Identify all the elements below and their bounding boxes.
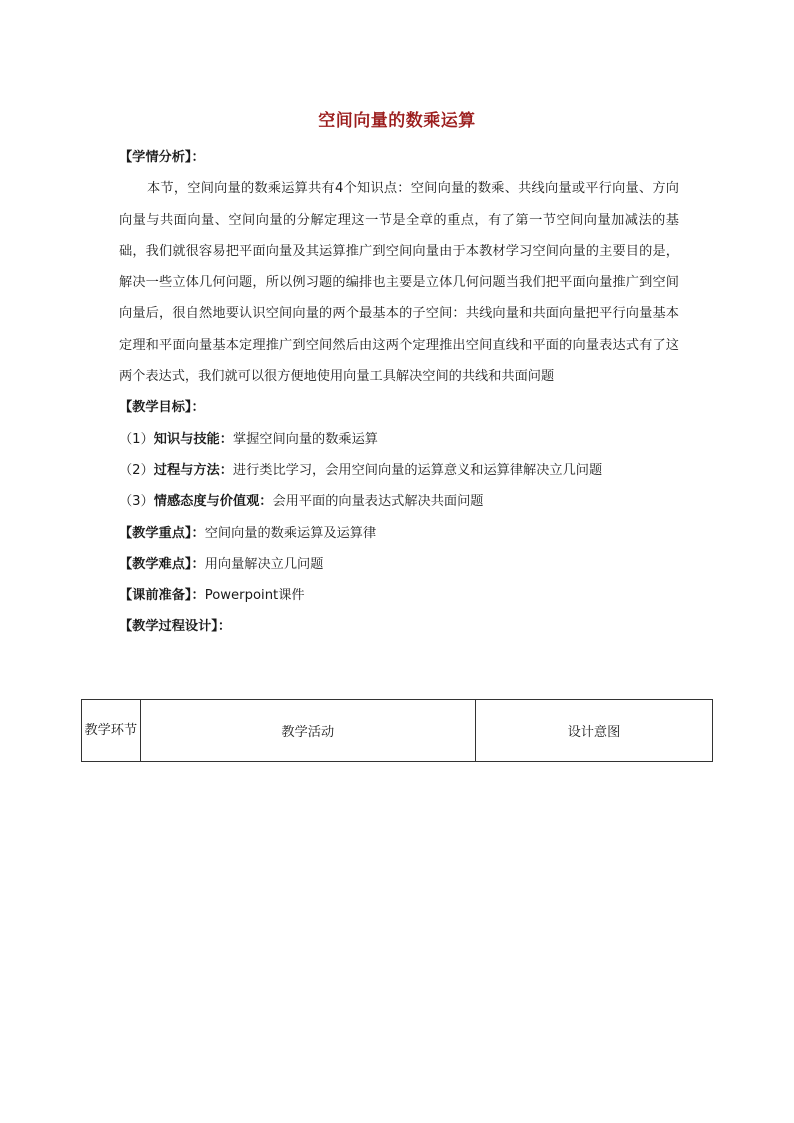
difficulty-heading: 【教学难点】： <box>119 556 205 572</box>
analysis-paragraph: 本节，空间向量的数乘运算共有4个知识点：空间向量的数乘、共线向量或平行向量、方向向量与共面向量、空间向量的分解定理这一节是全章的重点，有了第一节空间向量加减法的基础，我们就很容易把平面向量及其运算推广到空间向量由于本教材学习空间向量的主要目的是，解决一些立体几何问题，所以例习题的编排也主要是立体几何问题当我们把平面向量推广到空间向量后，很自然地要认识空间向量的两个最基本的子空间：共线向量和共面向量把平行向量基本定理和平面向量基本定理推广到空间然后由这两个定理推出空间直线和平面的向量表达式有了这两个表达式，我们就可以很方便地使用向量工具解决空间的共线和共面问题 <box>119 181 679 385</box>
preparation <box>119 580 679 611</box>
table-header-row <box>82 700 713 762</box>
difficulty-text: 用向量解决立几问题 <box>204 556 324 572</box>
document-title: 空间向量的数乘运算 <box>318 111 476 131</box>
preparation-text: Powerpoint课件 <box>204 588 305 604</box>
goal-attitude-label: 情感态度与价值观： <box>153 494 273 510</box>
key-point-text: 空间向量的数乘运算及运算律 <box>204 525 377 541</box>
document-body <box>119 142 679 643</box>
goal-attitude-prefix: （3） <box>119 494 154 510</box>
goals-heading: 【教学目标】： <box>119 400 205 416</box>
table-header-activity: 教学活动 <box>140 700 475 762</box>
preparation-heading: 【课前准备】： <box>119 588 205 604</box>
goal-knowledge-prefix: （1） <box>119 431 154 447</box>
key-point <box>119 518 679 549</box>
difficulty-point <box>119 549 679 580</box>
goal-attitude-text: 会用平面的向量表达式解决共面问题 <box>272 494 484 510</box>
goal-knowledge-text: 掌握空间向量的数乘运算 <box>232 431 378 447</box>
key-point-heading: 【教学重点】： <box>119 525 205 541</box>
goal-process <box>119 455 679 486</box>
design-heading: 【教学过程设计】： <box>119 619 232 635</box>
table-header-intent: 设计意图 <box>475 700 712 762</box>
goal-process-prefix: （2） <box>119 462 154 478</box>
goal-attitude <box>119 486 679 517</box>
goal-knowledge <box>119 424 679 455</box>
goal-process-text: 进行类比学习，会用空间向量的运算意义和运算律解决立几问题 <box>232 462 603 478</box>
goal-knowledge-label: 知识与技能： <box>153 431 233 447</box>
table-header-stage: 教学环节 <box>82 700 141 762</box>
lesson-design-table <box>81 699 713 762</box>
goal-process-label: 过程与方法： <box>153 462 233 478</box>
analysis-heading: 【学情分析】： <box>119 150 205 165</box>
